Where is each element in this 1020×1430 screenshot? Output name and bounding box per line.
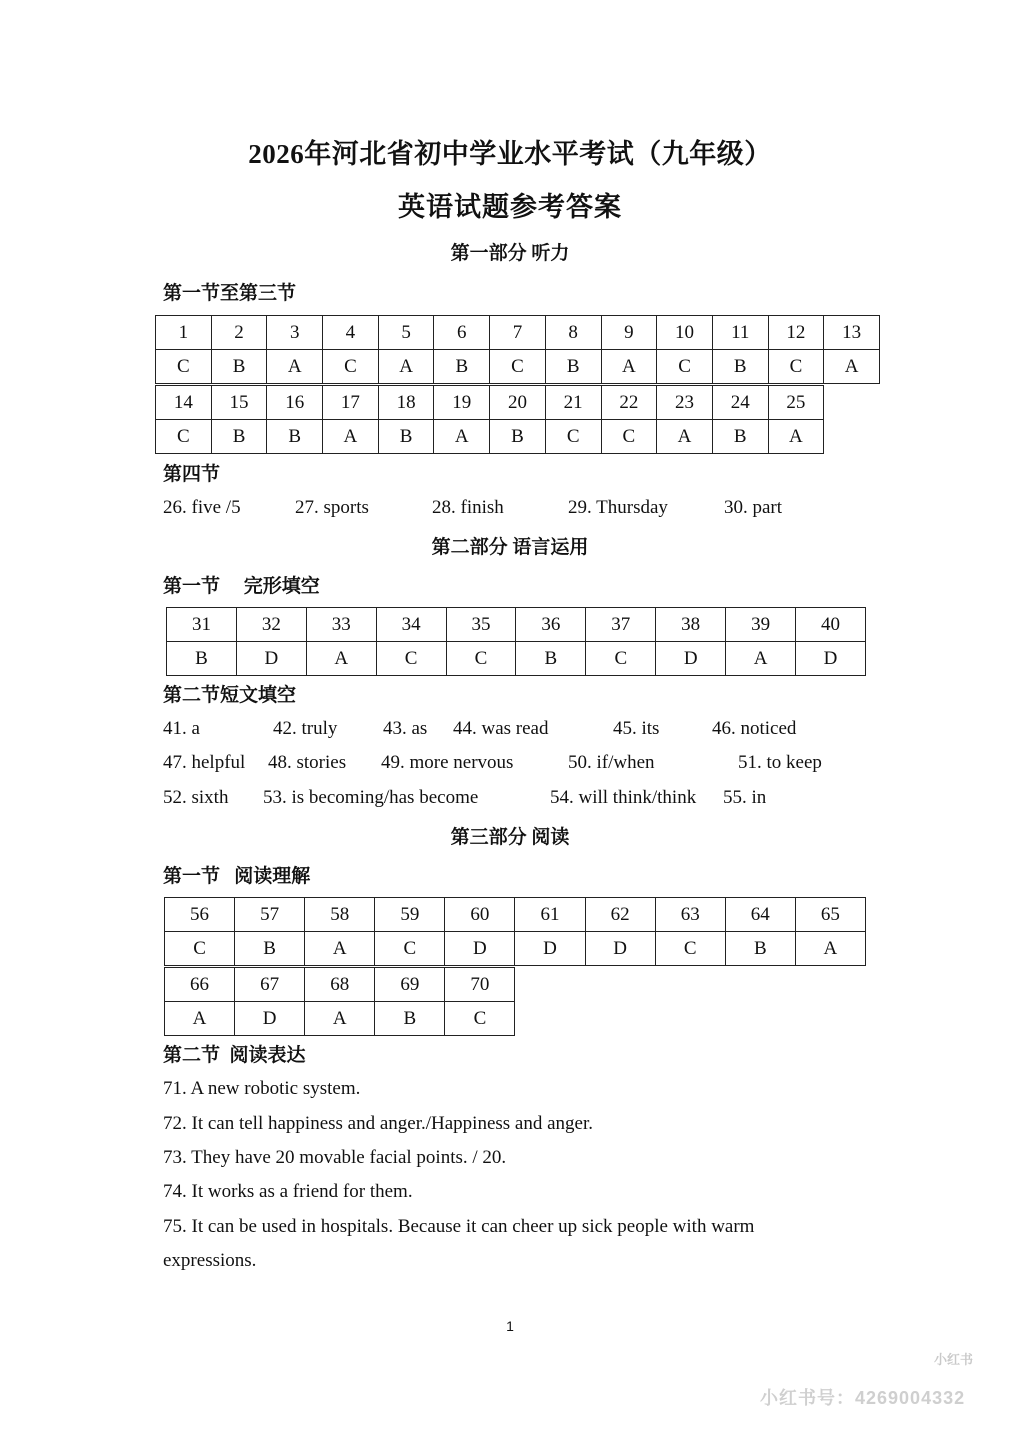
question-number-cell: 11 — [712, 316, 768, 350]
answer-55: 55. in — [723, 787, 767, 808]
answer-53: 53. is becoming/has become — [263, 787, 479, 808]
answer-table-66-70 — [164, 967, 515, 1036]
answer-cell: C — [376, 642, 446, 676]
question-number-row — [156, 316, 880, 350]
answer-cell: C — [657, 350, 713, 384]
answer-cell: D — [445, 932, 515, 966]
question-number-cell: 8 — [545, 316, 601, 350]
answer-51: 51. to keep — [738, 752, 822, 773]
question-number-cell: 10 — [657, 316, 713, 350]
answer-table-56-65 — [164, 897, 866, 966]
answer-cell: B — [516, 642, 586, 676]
answer-44: 44. was read — [453, 718, 549, 739]
answer-cell: C — [586, 642, 656, 676]
answer-table-14-25 — [155, 385, 824, 454]
question-number-cell: 58 — [305, 898, 375, 932]
question-number-cell: 69 — [375, 968, 445, 1002]
answer-cell: B — [211, 350, 267, 384]
answer-28: 28. finish — [432, 497, 504, 518]
answer-45: 45. its — [613, 718, 660, 739]
answer-49: 49. more nervous — [381, 752, 514, 773]
question-number-cell: 33 — [306, 608, 376, 642]
question-number-cell: 65 — [795, 898, 865, 932]
part3-sec2-heading: 第二节 阅读表达 — [163, 1045, 306, 1066]
answer-75-continued: expressions. — [163, 1250, 257, 1271]
question-number-cell: 12 — [768, 316, 824, 350]
question-number-cell: 9 — [601, 316, 657, 350]
question-number-cell: 5 — [378, 316, 434, 350]
document-subtitle: 英语试题参考答案 — [398, 192, 622, 222]
answer-cell: A — [824, 350, 880, 384]
answer-cell: A — [305, 932, 375, 966]
answer-cell: A — [378, 350, 434, 384]
question-number-cell: 25 — [768, 386, 824, 420]
answer-cell: B — [490, 420, 546, 454]
answer-cell: C — [375, 932, 445, 966]
question-number-row — [167, 608, 866, 642]
question-number-cell: 20 — [490, 386, 546, 420]
answer-cell: A — [434, 420, 490, 454]
page-number: 1 — [506, 1318, 514, 1334]
answer-cell: D — [585, 932, 655, 966]
answer-cell: C — [165, 932, 235, 966]
answer-cell: C — [156, 420, 212, 454]
question-number-cell: 63 — [655, 898, 725, 932]
question-number-cell: 14 — [156, 386, 212, 420]
question-number-cell: 23 — [657, 386, 713, 420]
answer-42: 42. truly — [273, 718, 338, 739]
answer-52: 52. sixth — [163, 787, 229, 808]
question-number-cell: 1 — [156, 316, 212, 350]
question-number-cell: 4 — [323, 316, 379, 350]
part3-sec1-heading: 第一节 阅读理解 — [163, 866, 311, 887]
question-number-cell: 3 — [267, 316, 323, 350]
answer-cell: B — [545, 350, 601, 384]
answer-cell: C — [445, 1002, 515, 1036]
answer-43: 43. as — [383, 718, 428, 739]
question-number-cell: 40 — [796, 608, 866, 642]
question-number-row — [156, 386, 824, 420]
question-number-cell: 32 — [236, 608, 306, 642]
answer-cell: A — [267, 350, 323, 384]
question-number-cell: 60 — [445, 898, 515, 932]
answer-54: 54. will think/think — [550, 787, 697, 808]
question-number-cell: 67 — [235, 968, 305, 1002]
question-number-cell: 6 — [434, 316, 490, 350]
answer-47: 47. helpful — [163, 752, 246, 773]
question-number-cell: 31 — [167, 608, 237, 642]
question-number-cell: 7 — [490, 316, 546, 350]
answer-letter-row — [156, 420, 824, 454]
answer-41: 41. a — [163, 718, 200, 739]
answer-30: 30. part — [724, 497, 783, 518]
answer-cell: B — [167, 642, 237, 676]
answer-cell: A — [601, 350, 657, 384]
answer-50: 50. if/when — [568, 752, 655, 773]
answer-letter-row — [165, 932, 866, 966]
part2-heading: 第二部分 语言运用 — [431, 537, 589, 558]
answer-cell: A — [795, 932, 865, 966]
answer-cell: B — [375, 1002, 445, 1036]
question-number-cell: 59 — [375, 898, 445, 932]
answer-cell: B — [725, 932, 795, 966]
answer-cell: B — [712, 350, 768, 384]
question-number-cell: 68 — [305, 968, 375, 1002]
part2-sec2-heading: 第二节短文填空 — [163, 685, 297, 706]
question-number-row — [165, 898, 866, 932]
answer-29: 29. Thursday — [568, 497, 668, 518]
answer-cell: D — [515, 932, 585, 966]
answer-cell: D — [235, 1002, 305, 1036]
question-number-cell: 70 — [445, 968, 515, 1002]
answer-cell: C — [323, 350, 379, 384]
question-number-cell: 2 — [211, 316, 267, 350]
part1-sec4-heading: 第四节 — [163, 464, 221, 485]
watermark-logo: 小红书 — [934, 1352, 974, 1367]
question-number-cell: 17 — [323, 386, 379, 420]
answer-cell: B — [211, 420, 267, 454]
answer-48: 48. stories — [268, 752, 347, 773]
question-number-cell: 62 — [585, 898, 655, 932]
question-number-cell: 64 — [725, 898, 795, 932]
answer-cell: C — [655, 932, 725, 966]
answer-cell: B — [267, 420, 323, 454]
question-number-cell: 24 — [712, 386, 768, 420]
answer-cell: C — [156, 350, 212, 384]
question-number-cell: 18 — [378, 386, 434, 420]
part1-heading: 第一部分 听力 — [450, 243, 570, 264]
answer-cell: C — [601, 420, 657, 454]
question-number-cell: 19 — [434, 386, 490, 420]
document-title: 2026年河北省初中学业水平考试（九年级） — [248, 139, 772, 169]
question-number-cell: 66 — [165, 968, 235, 1002]
answer-71: 71. A new robotic system. — [163, 1078, 361, 1099]
question-number-cell: 39 — [726, 608, 796, 642]
part2-sec1-heading: 第一节 完形填空 — [163, 576, 320, 597]
answer-73: 73. They have 20 movable facial points. / 20. — [163, 1147, 507, 1168]
answer-cell: C — [768, 350, 824, 384]
answer-cell: B — [235, 932, 305, 966]
answer-cell: C — [545, 420, 601, 454]
question-number-cell: 22 — [601, 386, 657, 420]
question-number-cell: 16 — [267, 386, 323, 420]
answer-cell: C — [446, 642, 516, 676]
answer-cell: A — [726, 642, 796, 676]
question-number-cell: 38 — [656, 608, 726, 642]
question-number-cell: 21 — [545, 386, 601, 420]
answer-cell: C — [490, 350, 546, 384]
question-number-cell: 15 — [211, 386, 267, 420]
question-number-row — [165, 968, 515, 1002]
answer-cell: A — [306, 642, 376, 676]
answer-cell: D — [796, 642, 866, 676]
watermark-text: 小红书号：4269004332 — [760, 1388, 966, 1408]
question-number-cell: 34 — [376, 608, 446, 642]
part3-heading: 第三部分 阅读 — [450, 827, 570, 848]
question-number-cell: 57 — [235, 898, 305, 932]
question-number-cell: 37 — [586, 608, 656, 642]
answer-46: 46. noticed — [712, 718, 797, 739]
answer-letter-row — [165, 1002, 515, 1036]
answer-cell: A — [657, 420, 713, 454]
answer-cell: B — [378, 420, 434, 454]
part1-sec1-3-heading: 第一节至第三节 — [163, 283, 297, 304]
question-number-cell: 35 — [446, 608, 516, 642]
answer-cell: A — [165, 1002, 235, 1036]
answer-75: 75. It can be used in hospitals. Because it can cheer up sick people with warm — [163, 1216, 755, 1237]
answer-72: 72. It can tell happiness and anger./Happiness and anger. — [163, 1113, 594, 1134]
answer-table-1-13 — [155, 315, 880, 384]
answer-cell: D — [236, 642, 306, 676]
answer-74: 74. It works as a friend for them. — [163, 1181, 413, 1202]
answer-cell: B — [712, 420, 768, 454]
answer-27: 27. sports — [295, 497, 369, 518]
answer-cell: B — [434, 350, 490, 384]
question-number-cell: 56 — [165, 898, 235, 932]
question-number-cell: 61 — [515, 898, 585, 932]
answer-26: 26. five /5 — [163, 497, 241, 518]
answer-table-31-40 — [166, 607, 866, 676]
answer-cell: A — [768, 420, 824, 454]
question-number-cell: 13 — [824, 316, 880, 350]
answer-cell: D — [656, 642, 726, 676]
answer-cell: A — [323, 420, 379, 454]
answer-cell: A — [305, 1002, 375, 1036]
question-number-cell: 36 — [516, 608, 586, 642]
answer-letter-row — [167, 642, 866, 676]
answer-letter-row — [156, 350, 880, 384]
